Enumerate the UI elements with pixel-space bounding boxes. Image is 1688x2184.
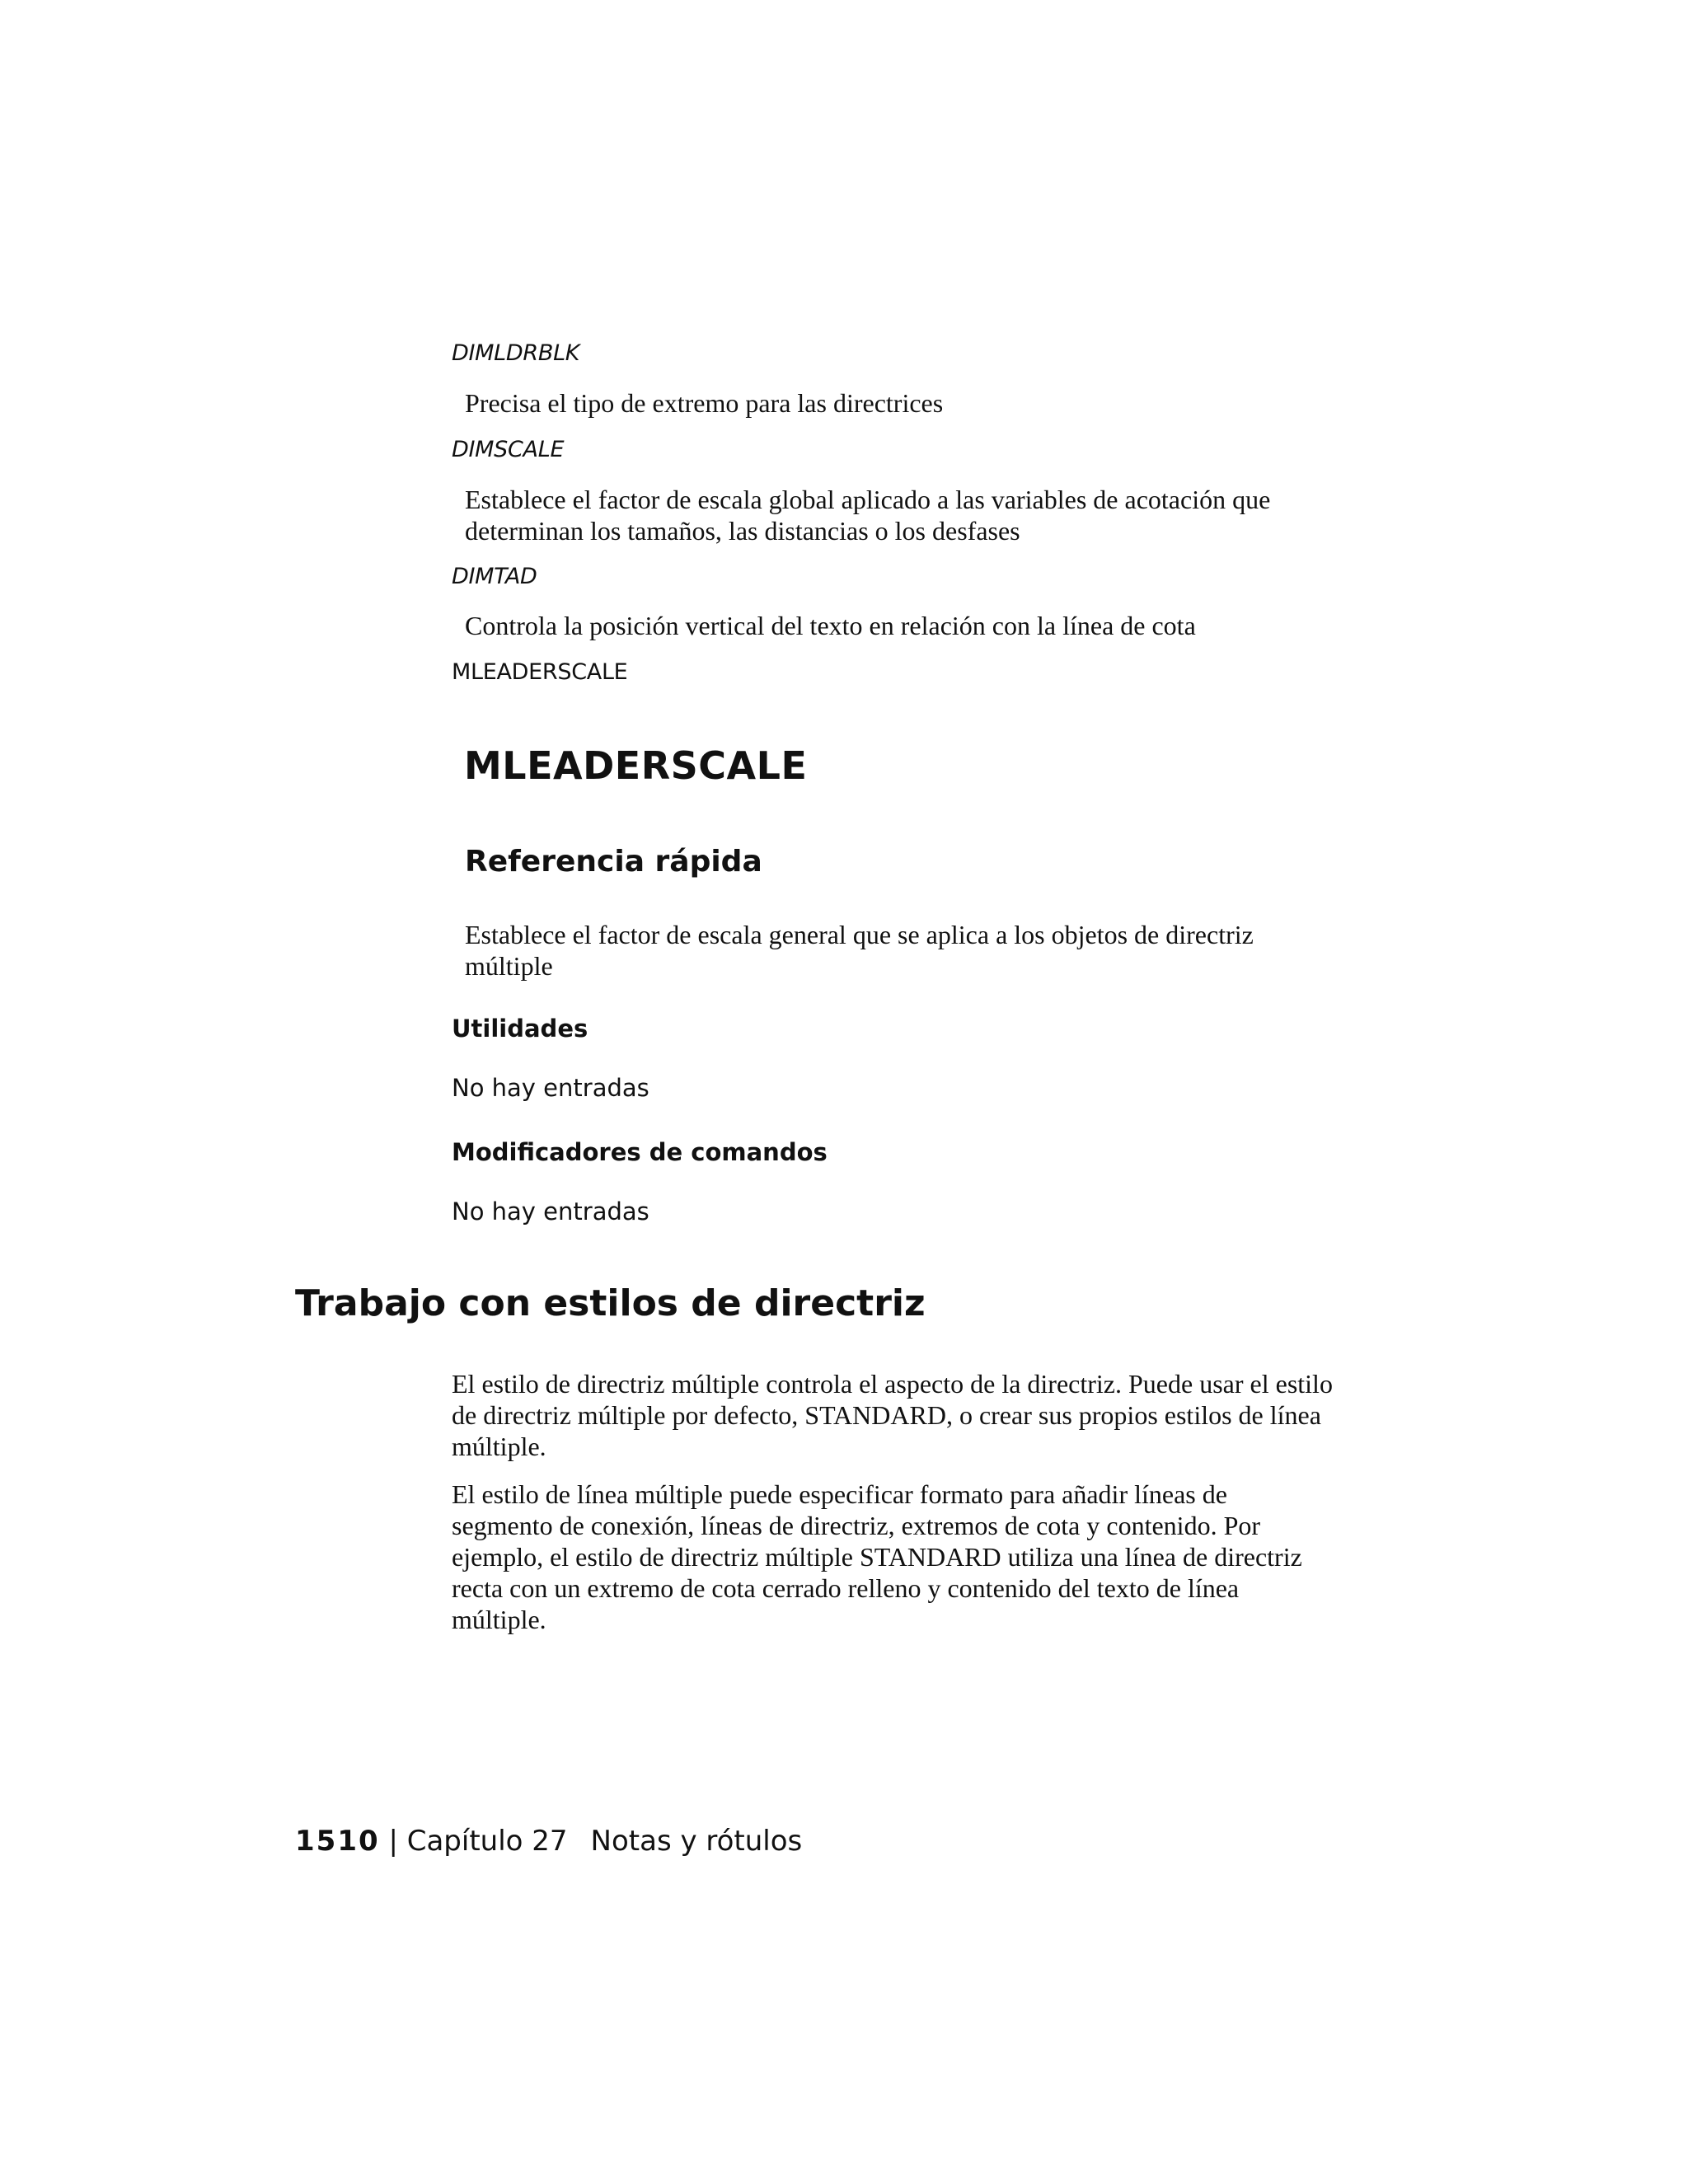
variable-description-dimldrblk: Precisa el tipo de extremo para las directrices	[465, 388, 944, 418]
variable-description-dimscale: Establece el factor de escala global aplicado a las variables de acotación que determinan los tamaños, las distancias o los desfases	[465, 485, 1271, 546]
variable-name-dimldrblk: DIMLDRBLK	[452, 340, 580, 366]
command-modifiers-value: No hay entradas	[452, 1197, 649, 1226]
section-paragraph: El estilo de línea múltiple puede especificar formato para añadir líneas de segmento de conexión, líneas de directriz, extremos de cota y contenido. Por ejemplo, el estilo de directriz múltiple STANDARD utiliza una línea de directriz recta con un extremo de cota cerrado relleno y contenido del texto de línea múltiple.	[452, 1479, 1302, 1634]
utilities-value: No hay entradas	[452, 1074, 649, 1102]
variable-name-mleaderscale: MLEADERSCALE	[452, 659, 628, 685]
page-number: 1510	[295, 1825, 380, 1858]
variable-description-dimtad: Controla la posición vertical del texto en relación con la línea de cota	[465, 611, 1196, 640]
footer-separator: |	[388, 1825, 398, 1858]
chapter-title: Notas y rótulos	[590, 1825, 803, 1858]
command-modifiers-heading: Modificadores de comandos	[452, 1138, 828, 1166]
utilities-heading: Utilidades	[452, 1015, 588, 1043]
command-title: MLEADERSCALE	[464, 743, 808, 788]
quick-reference-heading: Referencia rápida	[465, 845, 762, 879]
section-title: Trabajo con estilos de directriz	[295, 1282, 926, 1324]
command-description: Establece el factor de escala general que se aplica a los objetos de directriz múltiple	[465, 920, 1254, 981]
variable-name-dimtad: DIMTAD	[452, 564, 537, 589]
section-paragraph: El estilo de directriz múltiple controla el aspecto de la directriz. Puede usar el estilo de directriz múltiple por defecto, STANDARD, o crear sus propios estilos de línea múltiple.	[452, 1369, 1333, 1461]
chapter-label: Capítulo 27	[406, 1825, 568, 1858]
page-footer	[295, 1825, 802, 1858]
variable-name-dimscale: DIMSCALE	[452, 437, 565, 462]
